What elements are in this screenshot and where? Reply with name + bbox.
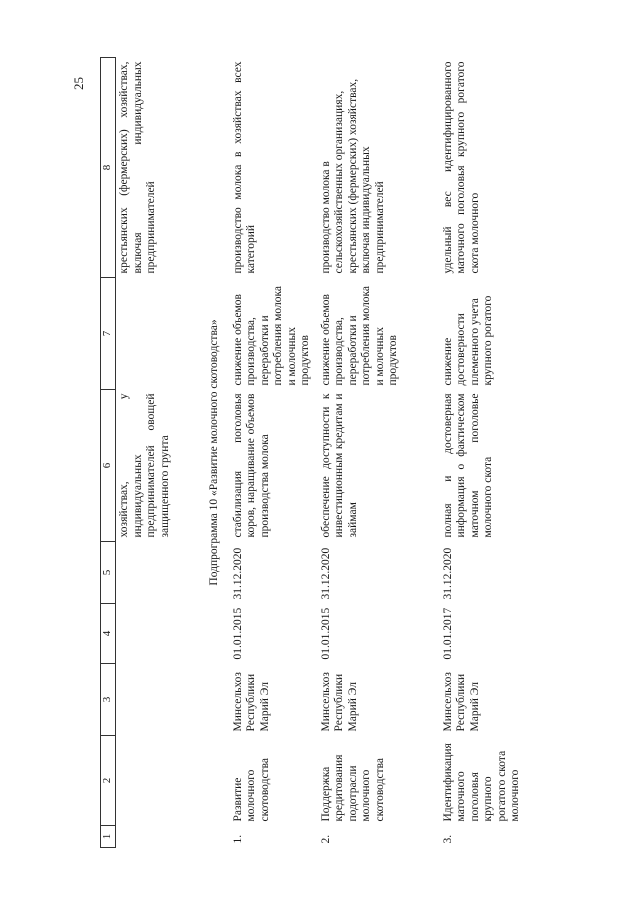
risk-consequence: снижение объемов производства, переработки и потребления молока и молочных продуктов	[319, 285, 400, 386]
col-header: 7	[101, 278, 116, 390]
col-header: 2	[101, 736, 116, 826]
col-header: 1	[101, 826, 116, 848]
subprogram-title: Подпрограмма 10 «Развитие молочного скотоводства»	[208, 319, 220, 586]
expected-result: стабилизация поголовья коров, наращивание объемов производства молока	[231, 393, 271, 538]
table-row	[440, 58, 552, 848]
continuation-indicator: крестьянских (фермерских) хозяйствах, включая индивидуальных предпринимателей	[118, 61, 158, 274]
row-number: 3.	[441, 834, 454, 844]
end-date: 31.12.2020	[319, 547, 332, 600]
col-header: 4	[101, 604, 116, 664]
continuation-row	[116, 58, 203, 848]
row-number: 1.	[231, 834, 244, 844]
continuation-result: хозяйствах, у индивидуальных предпринимателей овощей защищенного грунта	[118, 393, 171, 538]
end-date: 31.12.2020	[441, 547, 454, 600]
plan-table	[100, 57, 552, 848]
col-header: 8	[101, 58, 116, 278]
executor: Минсельхоз Республики Марий Эл	[441, 672, 481, 732]
indicator: производство молока в хозяйствах всех категорий	[231, 61, 258, 274]
risk-consequence: снижение достоверности племенного учета крупного рогатого	[441, 295, 495, 386]
subprogram-row	[202, 58, 230, 848]
end-date: 31.12.2020	[231, 547, 244, 600]
executor: Минсельхоз Республики Марий Эл	[319, 672, 359, 732]
executor: Минсельхоз Республики Марий Эл	[231, 672, 271, 732]
start-date: 01.01.2015	[231, 607, 244, 660]
table-row	[230, 58, 318, 848]
page-number: 25	[71, 77, 86, 90]
risk-consequence: снижение объемов производства, переработки и потребления молока и молочных продуктов	[231, 285, 312, 386]
measure-name: Идентификация маточного поголовья крупного рогатого скота молочного	[441, 743, 522, 822]
col-header: 6	[101, 390, 116, 542]
row-number: 2.	[319, 834, 332, 844]
expected-result: обеспечение доступности к инвестиционным кредитам и займам	[319, 393, 359, 538]
expected-result: полная и достоверная информация о фактическом маточном поголовье молочного скота	[441, 393, 495, 538]
landscape-table-sheet	[100, 58, 520, 848]
measure-name: Поддержка кредитования подотрасли молочного скотоводства	[319, 754, 386, 822]
start-date: 01.01.2015	[319, 607, 332, 660]
col-header: 3	[101, 664, 116, 736]
indicator: удельный вес идентифицированного маточного поголовья крупного рогатого скота молочного	[441, 61, 481, 274]
col-header: 5	[101, 542, 116, 604]
column-number-header	[101, 58, 116, 848]
measure-name: Развитие молочного скотоводства	[231, 758, 271, 822]
table-row	[318, 58, 440, 848]
start-date: 01.01.2017	[441, 607, 454, 660]
indicator: производство молока в сельскохозяйственных организациях, крестьянских (фермерских) хозяйствах, включая индивидуальных предпринимателей	[319, 78, 386, 274]
